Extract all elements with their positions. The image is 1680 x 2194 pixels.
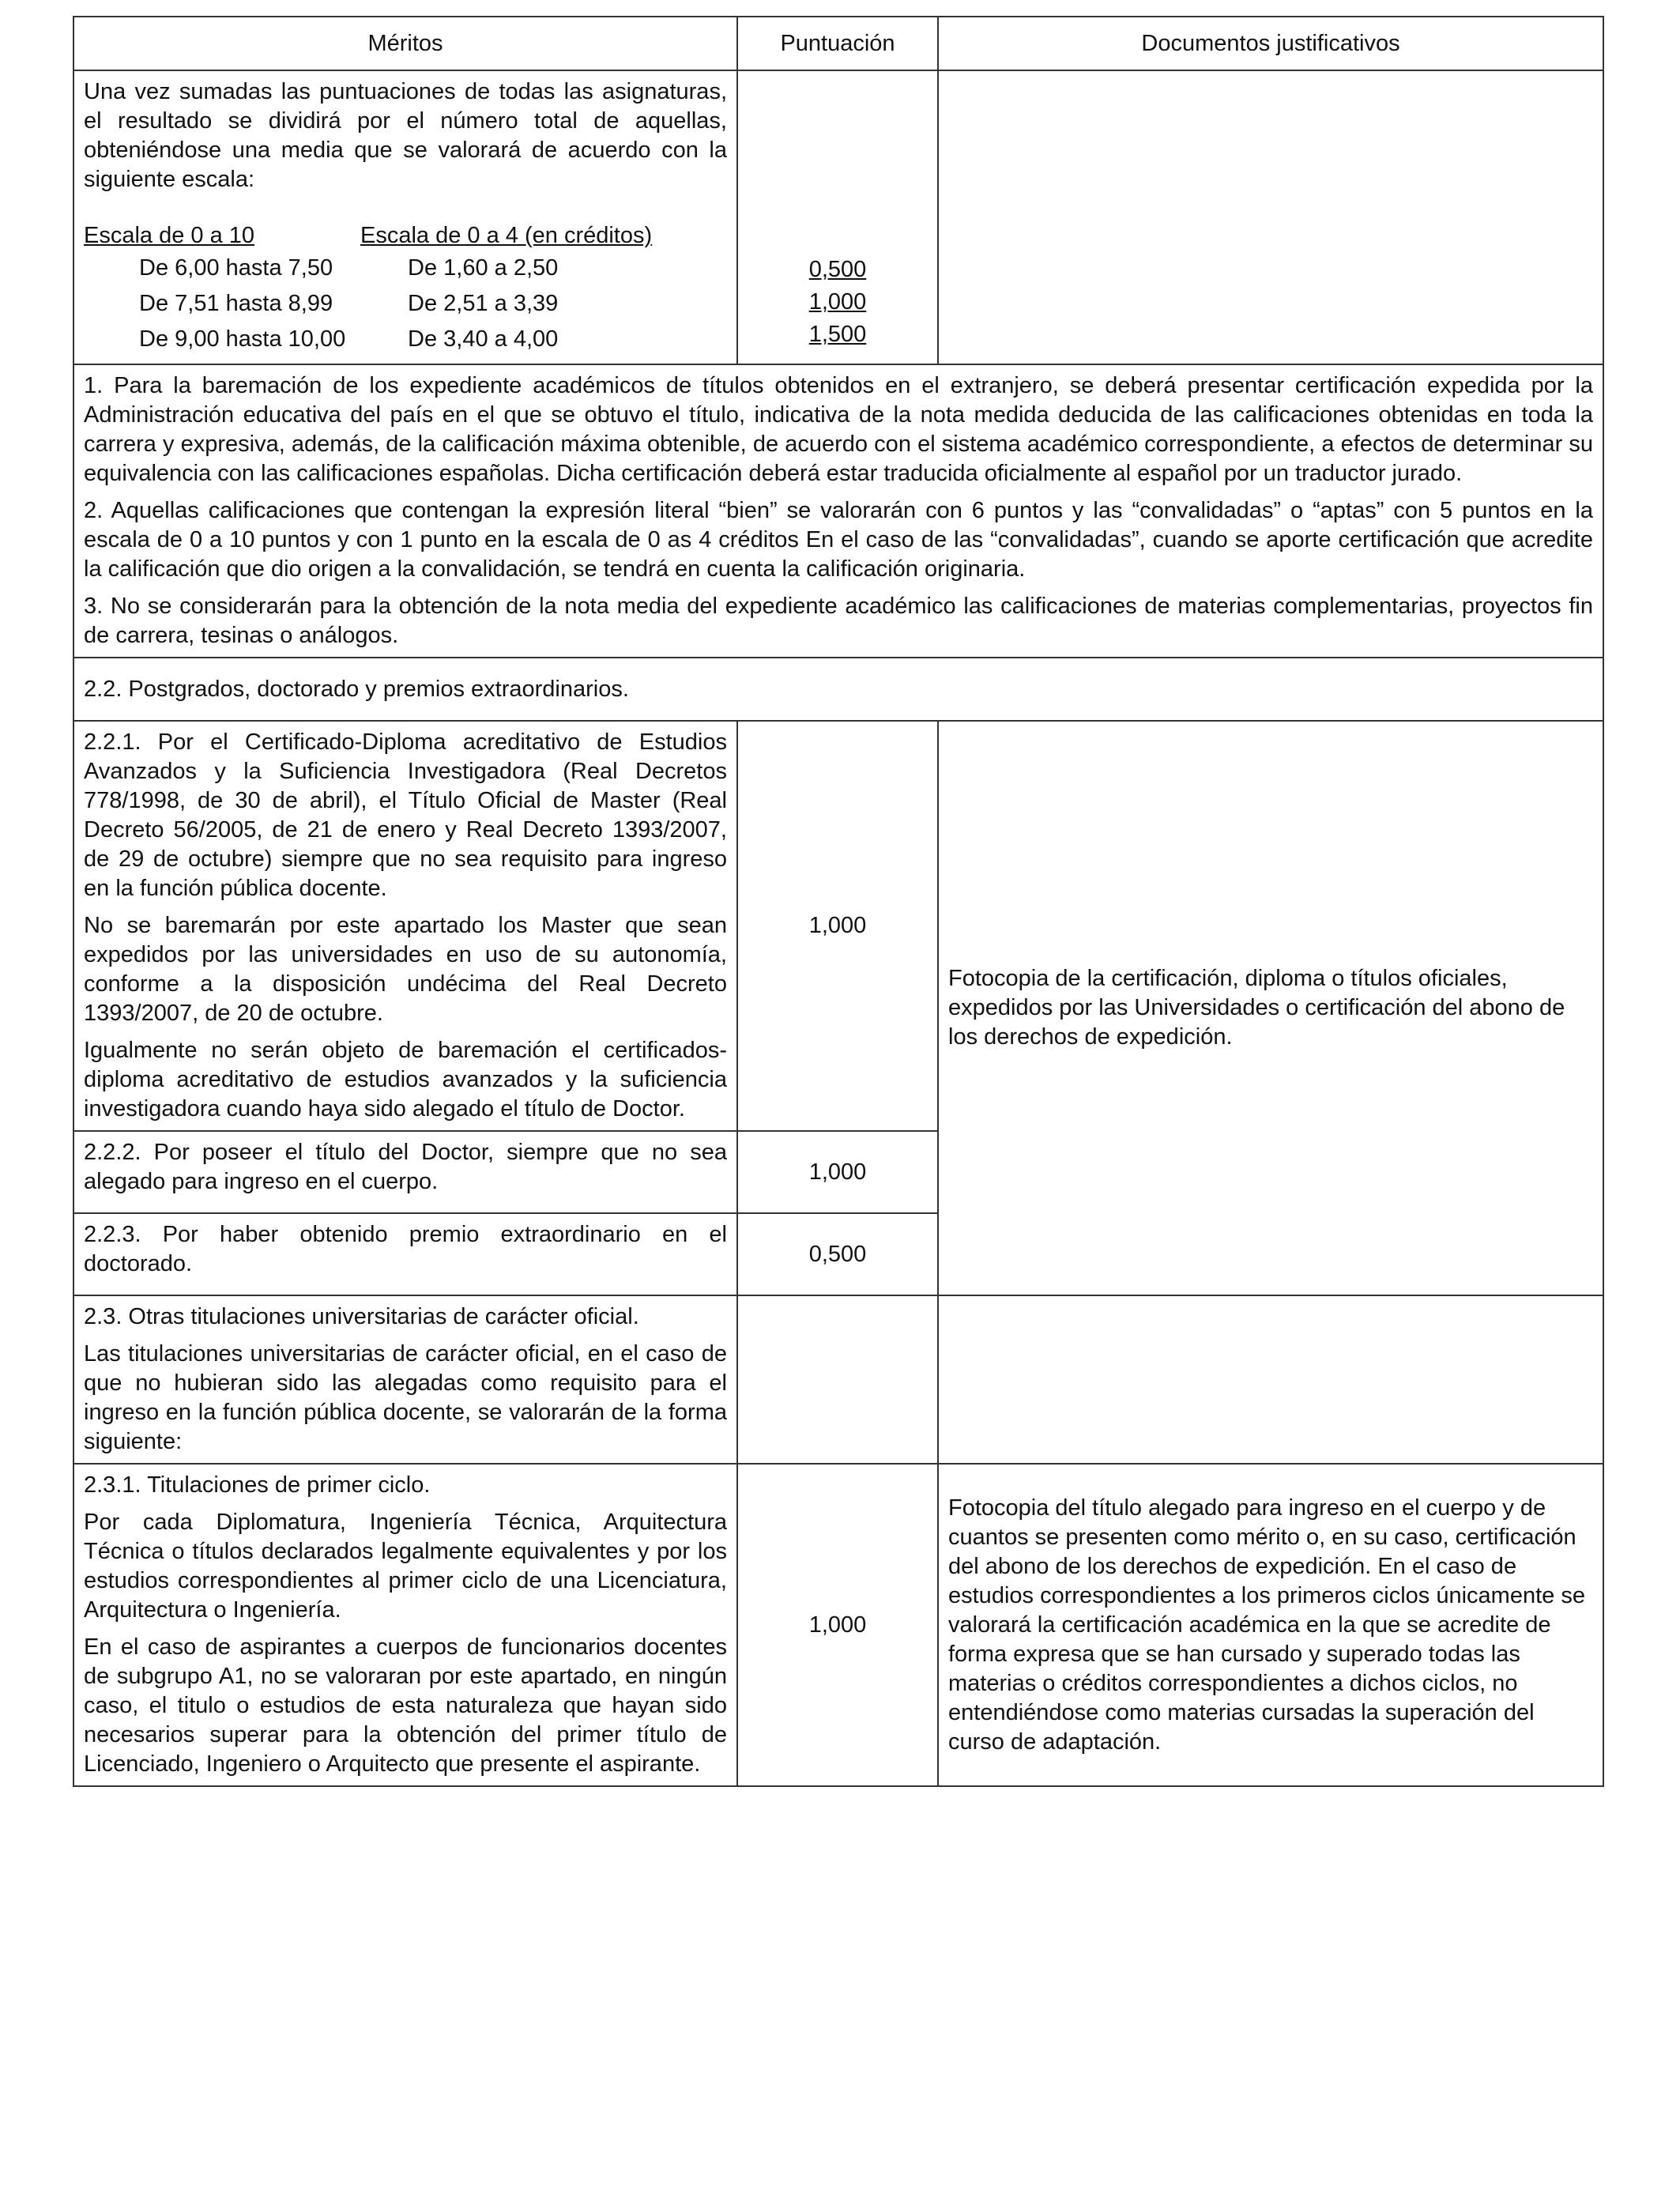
scale-row xyxy=(84,286,727,322)
scale-row xyxy=(84,322,727,357)
merits-table xyxy=(73,16,1604,1787)
header-documentos: Documentos justificativos xyxy=(938,17,1603,70)
notes-row xyxy=(73,364,1603,658)
section-2-2-2-points: 1,000 xyxy=(737,1131,938,1213)
average-docs-cell xyxy=(938,70,1603,364)
section-2-3-1-row xyxy=(73,1464,1603,1786)
section-2-3-1-cell xyxy=(73,1464,737,1786)
section-2-3-1-points: 1,000 xyxy=(737,1464,938,1786)
average-intro: Una vez sumadas las puntuaciones de todas las asignaturas, el resultado se dividirá por el número total de aquellas, obteniéndose una media que se valorará de acuerdo con la siguiente escala: xyxy=(84,79,727,192)
section-2-3-title: 2.3. Otras titulaciones universitarias de carácter oficial. xyxy=(84,1304,639,1329)
section-2-3-1-para: En el caso de aspirantes a cuerpos de funcionarios docentes de subgrupo A1, no se valoraran por este apartado, en ningún caso, el titulo o estudios de esta naturaleza que hayan sido necesarios superar para la obtención del primer título de Licenciado, Ingeniero o Arquitecto que presente el aspirante. xyxy=(84,1634,727,1777)
section-2-2-row xyxy=(73,658,1603,721)
points-value: 0,500 xyxy=(808,257,867,282)
scale10-range: De 7,51 hasta 8,99 xyxy=(139,291,333,316)
section-2-2-1-para: 2.2.1. Por el Certificado-Diploma acreditativo de Estudios Avanzados y la Suficiencia Investigadora (Real Decretos 778/1998, de 30 de abril), el Título Oficial de Master (Real Decreto 56/2005, de 21 de enero y Real Decreto 1393/2007, de 29 de octubre) siempre que no sea requisito para ingreso en la función pública docente. xyxy=(84,729,727,901)
section-2-3-docs xyxy=(938,1295,1603,1464)
header-meritos: Méritos xyxy=(73,17,737,70)
section-2-2-2-text: 2.2.2. Por poseer el título del Doctor, siempre que no sea alegado para ingreso en el cuerpo. xyxy=(73,1131,737,1213)
average-points-cell xyxy=(737,70,938,364)
section-2-2-1-points: 1,000 xyxy=(737,721,938,1131)
header-row xyxy=(73,17,1603,70)
scale4-header: Escala de 0 a 4 (en créditos) xyxy=(360,223,653,248)
scale10-range: De 6,00 hasta 7,50 xyxy=(139,255,333,281)
note-1: 1. Para la baremación de los expediente académicos de títulos obtenidos en el extranjero, se deberá presentar certificación expedida por la Administración educativa del país en el que se obtuvo el título, indicativa de la nota medida deducida de las calificaciones obtenidas en toda la carrera y expresiva, además, de la calificación máxima obtenible, de acuerdo con el sistema académico correspondiente, a efectos de determinar su equivalencia con las calificaciones españolas. Dicha certificación deberá estar traducida oficialmente al español por un traductor jurado. xyxy=(84,373,1593,486)
section-2-3-cell xyxy=(73,1295,737,1464)
scale-headers xyxy=(84,221,727,251)
note-3: 3. No se considerarán para la obtención de la nota media del expediente académico las calificaciones de materias complementarias, proyectos fin de carrera, tesinas o análogos. xyxy=(84,594,1593,648)
section-2-3-desc: Las titulaciones universitarias de carácter oficial, en el caso de que no hubieran sido las alegadas como requisito para el ingreso en la función pública docente, se valorarán de la forma siguiente: xyxy=(84,1341,727,1454)
scale4-range: De 2,51 a 3,39 xyxy=(408,291,559,316)
notes-cell xyxy=(73,364,1603,658)
scale4-range: De 1,60 a 2,50 xyxy=(408,255,559,281)
section-2-2-1-para: Igualmente no serán objeto de baremación el certificados-diploma acreditativo de estudios avanzados y la suficiencia investigadora cuando haya sido alegado el título de Doctor. xyxy=(84,1038,727,1122)
scale10-range: De 9,00 hasta 10,00 xyxy=(139,326,346,352)
scale10-header: Escala de 0 a 10 xyxy=(84,223,255,248)
points-value: 1,500 xyxy=(808,322,867,347)
section-2-3-1-title: 2.3.1. Titulaciones de primer ciclo. xyxy=(84,1472,431,1498)
scale-row xyxy=(84,251,727,286)
points-value: 1,000 xyxy=(808,289,867,315)
section-2-2-3-points: 0,500 xyxy=(737,1213,938,1295)
section-2-2-1-para: No se baremarán por este apartado los Master que sean expedidos por las universidades en uso de su autonomía, conforme a la disposición undécima del Real Decreto 1393/2007, de 20 de octubre. xyxy=(84,913,727,1026)
section-2-3-points xyxy=(737,1295,938,1464)
section-2-2-title: 2.2. Postgrados, doctorado y premios extraordinarios. xyxy=(73,658,1603,721)
average-scale-cell xyxy=(73,70,737,364)
header-puntuacion: Puntuación xyxy=(737,17,938,70)
section-2-2-docs: Fotocopia de la certificación, diploma o títulos oficiales, expedidos por las Universidades o certificación del abono de los derechos de expedición. xyxy=(938,721,1603,1295)
section-2-2-3-text: 2.2.3. Por haber obtenido premio extraordinario en el doctorado. xyxy=(73,1213,737,1295)
section-2-3-row xyxy=(73,1295,1603,1464)
average-scale-row xyxy=(73,70,1603,364)
section-2-2-1-row xyxy=(73,721,1603,1131)
section-2-3-1-para: Por cada Diplomatura, Ingeniería Técnica, Arquitectura Técnica o títulos declarados legalmente equivalentes y por los estudios correspondientes al primer ciclo de una Licenciatura, Arquitectura o Ingeniería. xyxy=(84,1510,727,1623)
section-2-2-1-cell xyxy=(73,721,737,1131)
scale4-range: De 3,40 a 4,00 xyxy=(408,326,559,352)
section-2-3-1-docs: Fotocopia del título alegado para ingreso en el cuerpo y de cuantos se presenten como mérito o, en su caso, certificación del abono de los derechos de expedición. En el caso de estudios correspondientes a los primeros ciclos únicamente se valorará la certificación académica en la que se acredite de forma expresa que se han cursado y superado todas las materias o créditos correspondientes a dichos ciclos, no entendiéndose como materias cursadas la superación del curso de adaptación. xyxy=(938,1464,1603,1786)
note-2: 2. Aquellas calificaciones que contengan la expresión literal “bien” se valorarán con 6 puntos y las “convalidadas” o “aptas” con 5 puntos en la escala de 0 a 10 puntos y con 1 punto en la escala de 0 as 4 créditos En el caso de las “convalidadas”, cuando se aporte certificación que acredite la calificación que dio origen a la convalidación, se tendrá en cuenta la calificación originaria. xyxy=(84,498,1593,582)
